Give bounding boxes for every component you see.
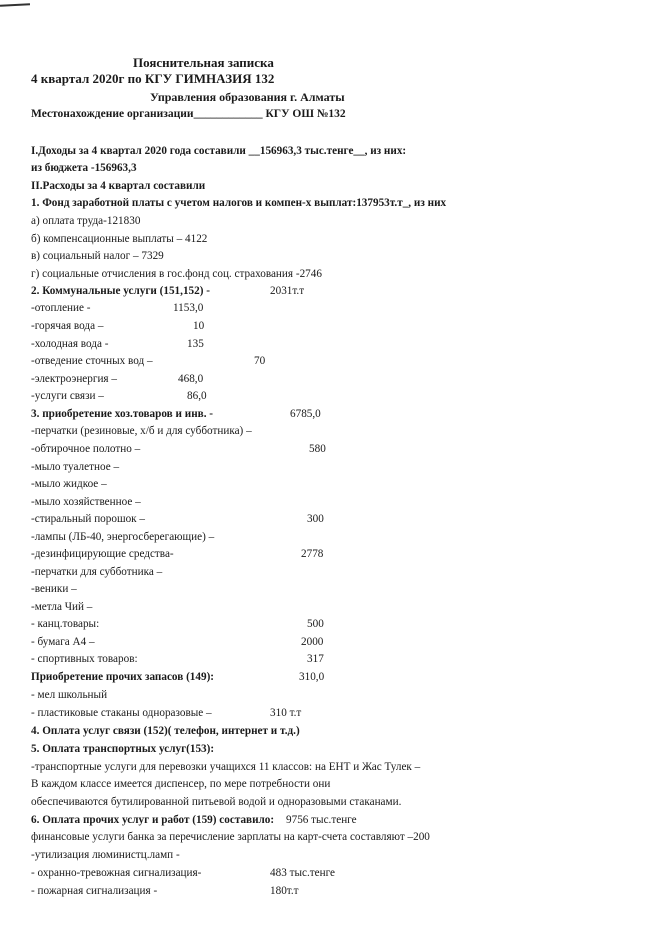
- household-item-label: - бумага А4 –: [31, 636, 95, 648]
- transport-line: -транспортные услуги для перевозки учащихся 11 классов: на ЕНТ и Жас Тулек –: [31, 761, 421, 773]
- other-services-total: 9756 тыс.тенге: [286, 814, 357, 826]
- utility-item-value: 468,0: [178, 373, 204, 385]
- utility-item-value: 135: [187, 338, 204, 350]
- communication-heading: 4. Оплата услуг связи (152)( телефон, интернет и т.д.): [31, 725, 300, 737]
- utility-item-value: 70: [254, 355, 266, 367]
- household-item-label: -мыло жидкое –: [31, 478, 107, 490]
- household-heading: 3. приобретение хоз.товаров и инв. -: [31, 408, 214, 420]
- payroll-item: б) компенсационные выплаты – 4122: [31, 233, 208, 245]
- utilities-total: 2031т.т: [270, 285, 305, 297]
- expenses-heading: II.Расходы за 4 квартал составили: [31, 180, 206, 192]
- household-item-label: - спортивных товаров:: [31, 653, 138, 665]
- other-services-line: -утилизация люминистц.ламп -: [31, 849, 180, 861]
- department-line: Управления образования г. Алматы: [150, 90, 345, 104]
- household-item-label: -дезинфицирующие средства-: [31, 548, 174, 560]
- payroll-item: а) оплата труда-121830: [31, 215, 141, 227]
- household-item-value: 500: [307, 618, 324, 630]
- utility-item-label: -горячая вода –: [31, 320, 104, 332]
- location-value: КГУ ОШ №132: [265, 108, 346, 120]
- household-total: 6785,0: [290, 408, 321, 420]
- household-item-value: 580: [309, 443, 326, 455]
- other-stock-item-value: 310 т.т: [270, 707, 302, 719]
- location-line: [31, 107, 346, 121]
- income-line: I.Доходы за 4 квартал 2020 года составили __156963,3 тыс.тенге__, из них:: [31, 145, 407, 157]
- other-services-line: финансовые услуги банка за перечисление зарплаты на карт-счета составляют –200: [31, 831, 430, 843]
- household-item-label: -мыло туалетное –: [31, 461, 120, 473]
- scan-corner-mark: [0, 3, 30, 7]
- household-item-label: - канц.товары:: [31, 618, 100, 630]
- location-blank: ____________: [193, 108, 263, 120]
- household-item-label: -перчатки (резиновые, х/б и для субботника) –: [31, 425, 252, 437]
- utility-item-label: -отопление -: [31, 302, 91, 314]
- transport-line: обеспечиваются бутилированной питьевой водой и одноразовыми стаканами.: [31, 796, 402, 808]
- household-item-label: -лампы (ЛБ-40, энергосберегающие) –: [31, 531, 215, 543]
- utility-item-label: -холодная вода -: [31, 338, 109, 350]
- transport-line: В каждом классе имеется диспенсер, по мере потребности они: [31, 778, 331, 790]
- payroll-heading: 1. Фонд заработной платы с учетом налогов и компен-х выплат:137953т.т_, из них: [31, 197, 447, 209]
- household-item-label: -веники –: [31, 583, 77, 595]
- income-budget-line: из бюджета -156963,3: [31, 162, 137, 174]
- other-services-heading: 6. Оплата прочих услуг и работ (159) составило:: [31, 814, 275, 826]
- other-services-item-value: 180т.т: [270, 885, 299, 897]
- document-title: Пояснительная записка: [133, 55, 274, 70]
- household-item-value: 300: [307, 513, 324, 525]
- household-item-value: 2000: [301, 636, 324, 648]
- payroll-item: г) социальные отчисления в гос.фонд соц. страхования -2746: [31, 268, 322, 280]
- utility-item-label: -отведение сточных вод –: [31, 355, 153, 367]
- utility-item-label: -электроэнергия –: [31, 373, 117, 385]
- utility-item-value: 86,0: [187, 390, 207, 402]
- utilities-heading: 2. Коммунальные услуги (151,152) -: [31, 285, 210, 297]
- household-item-label: -мыло хозяйственное –: [31, 496, 141, 508]
- other-stock-item-label: - мел школьный: [31, 689, 108, 701]
- other-services-item-value: 483 тыс.тенге: [270, 867, 335, 879]
- other-stock-total: 310,0: [299, 671, 325, 683]
- other-stock-heading: Приобретение прочих запасов (149):: [31, 671, 215, 683]
- transport-heading: 5. Оплата транспортных услуг(153):: [31, 743, 215, 755]
- household-item-label: -обтирочное полотно –: [31, 443, 141, 455]
- household-item-value: 317: [307, 653, 324, 665]
- household-item-label: -перчатки для субботника –: [31, 566, 163, 578]
- other-stock-item-label: - пластиковые стаканы одноразовые –: [31, 707, 212, 719]
- location-label: Местонахождение организации: [31, 108, 194, 120]
- utility-item-value: 10: [193, 320, 205, 332]
- other-services-item-label: - охранно-тревожная сигнализация-: [31, 867, 202, 879]
- household-item-label: -стиральный порошок –: [31, 513, 146, 525]
- utility-item-label: -услуги связи –: [31, 390, 104, 402]
- household-item-label: -метла Чий –: [31, 601, 93, 613]
- other-services-item-label: - пожарная сигнализация -: [31, 885, 158, 897]
- quarter-line: 4 квартал 2020г по КГУ ГИМНАЗИЯ 132: [31, 71, 275, 86]
- payroll-item: в) социальный налог – 7329: [31, 250, 164, 262]
- household-item-value: 2778: [301, 548, 324, 560]
- utility-item-value: 1153,0: [173, 302, 204, 314]
